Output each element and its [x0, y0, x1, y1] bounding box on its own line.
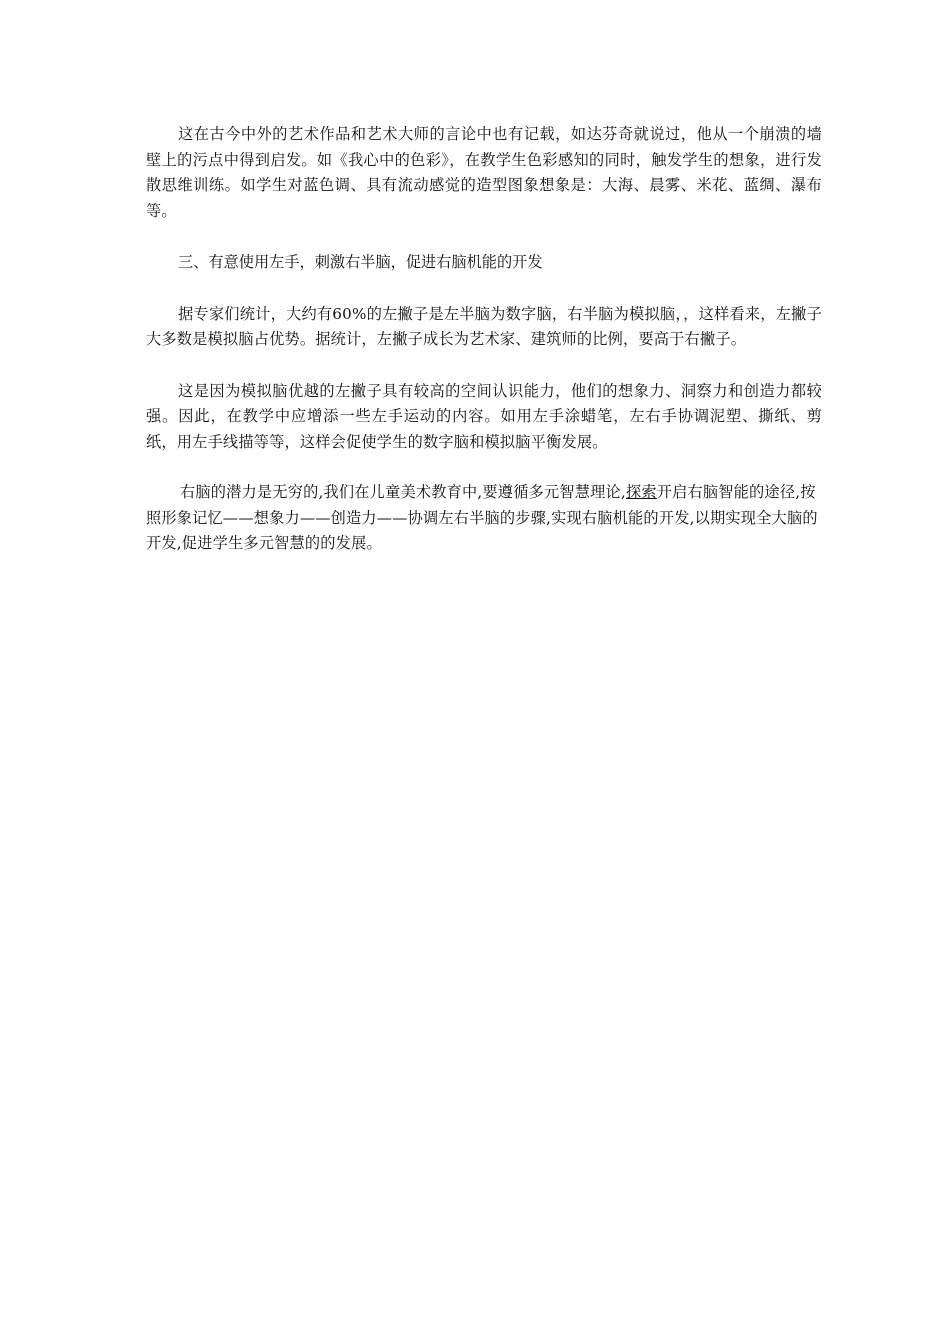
- paragraph-text-after-link: 开启右脑智能的途径,按照形象记忆——想象力——创造力——协调左右半脑的步骤,实现右脑机能的开发,以期实现全大脑的开发,促进学生多元智慧的的发展。: [146, 483, 818, 552]
- paragraph-right-brain-potential: [146, 480, 822, 557]
- paragraph-left-handed-statistics: 据专家们统计，大约有60%的左撇子是左半脑为数字脑，右半脑为模拟脑，，这样看来，左撇子大多数是模拟脑占优势。据统计，左撇子成长为艺术家、建筑师的比例，要高于右撇子。: [146, 304, 822, 348]
- section-heading-left-hand: 三、有意使用左手，刺激右半脑，促进右脑机能的开发: [178, 253, 543, 271]
- paragraph-spatial-ability: 这是因为模拟脑优越的左撇子具有较高的空间认识能力，他们的想象力、洞察力和创造力都较强。因此，在教学中应增添一些左手运动的内容。如用左手涂蜡笔，左右手协调泥塑、撕纸、剪纸，用左手线描等等，这样会促使学生的数字脑和模拟脑平衡发展。: [146, 381, 822, 451]
- document-body: [146, 122, 822, 583]
- paragraph-davinci-inspiration: 这在古今中外的艺术作品和艺术大师的言论中也有记载，如达芬奇就说过，他从一个崩溃的墙壁上的污点中得到启发。如《我心中的色彩》，在教学生色彩感知的同时，触发学生的想象，进行发散思维训练。如学生对蓝色调、具有流动感觉的造型图象想象是：大海、晨雾、米花、蓝绸、瀑布等。: [146, 125, 822, 220]
- explore-link[interactable]: 探索: [625, 483, 657, 501]
- paragraph-text-before-link: 右脑的潜力是无穷的,我们在儿童美术教育中,要遵循多元智慧理论,: [180, 483, 626, 501]
